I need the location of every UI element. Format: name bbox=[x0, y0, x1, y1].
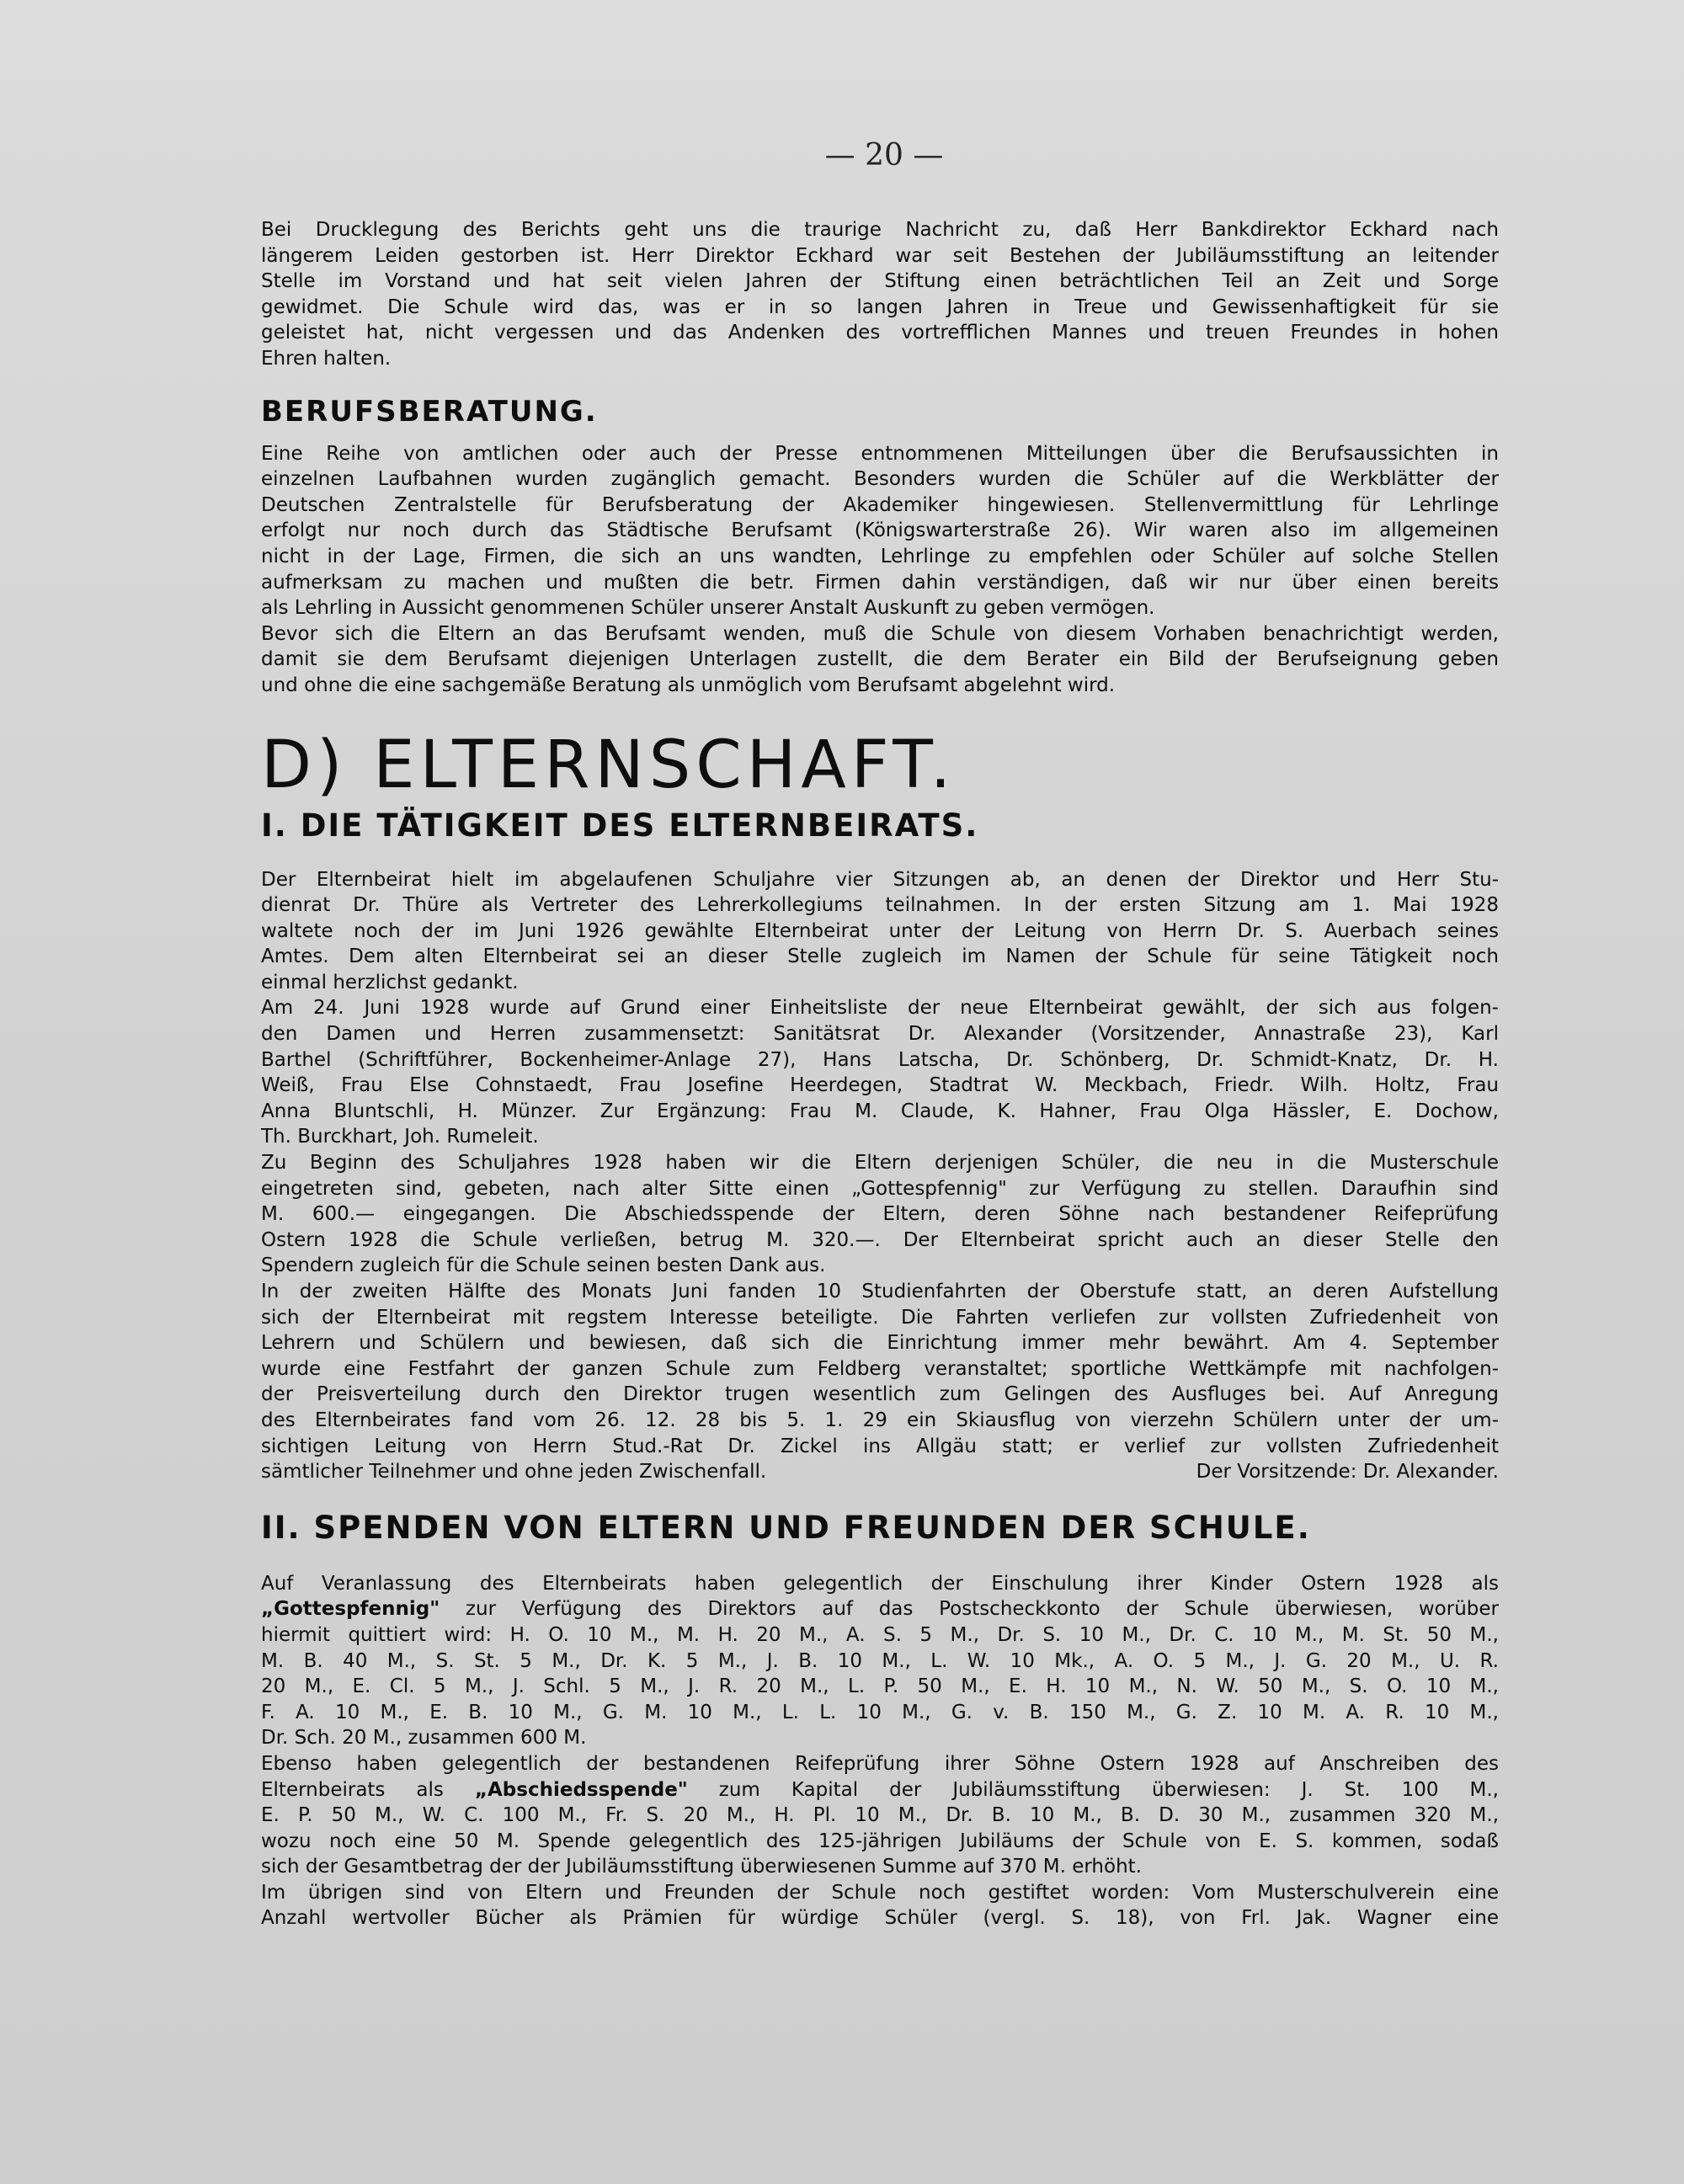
text-line: nicht in der Lage, Firmen, die sich an uns wandten, Lehrlinge zu empfehlen oder Schüler auf solche Stellen bbox=[261, 545, 1499, 567]
text-line: Der Elternbeirat hielt im abgelaufenen Schuljahre vier Sitzungen ab, an denen der Direktor und Herr Stu- bbox=[261, 868, 1499, 891]
text-line: damit sie dem Berufsamt diejenigen Unterlagen zustellt, die dem Berater ein Bild der Berufseignung geben bbox=[261, 648, 1499, 671]
text-line: Anna Bluntschli, H. Münzer. Zur Ergänzung: Frau M. Claude, K. Hahner, Frau Olga Hässler, E. Dochow, bbox=[261, 1100, 1499, 1122]
text-line: Weiß, Frau Else Cohnstaedt, Frau Josefine Heerdegen, Stadtrat W. Meckbach, Friedr. Wilh. Holtz, Frau bbox=[261, 1074, 1499, 1097]
page-content bbox=[261, 217, 1499, 1931]
elternbeirat-paragraph-4 bbox=[261, 1279, 1499, 1485]
text-line: und ohne die eine sachgemäße Beratung als unmöglich vom Berufsamt abgelehnt wird. bbox=[261, 674, 1116, 696]
elternbeirat-paragraph-2 bbox=[261, 995, 1499, 1150]
main-heading-elternschaft: D) ELTERNSCHAFT. bbox=[261, 727, 957, 803]
bold-term-abschiedsspende: „Abschiedsspende" bbox=[474, 1778, 688, 1801]
text-line: Ehren halten. bbox=[261, 347, 392, 370]
text-line: aufmerksam zu machen und mußten die betr. Firmen dahin verständigen, daß wir nur über einen bereits bbox=[261, 571, 1499, 594]
text-line: E. P. 50 M., W. C. 100 M., Fr. S. 20 M., H. Pl. 10 M., Dr. B. 10 M., B. D. 30 M., zusammen 320 M., bbox=[261, 1804, 1499, 1827]
text-line: der Preisverteilung durch den Direktor trugen wesentlich zum Gelingen des Ausfluges bei. Auf Anregung bbox=[261, 1383, 1499, 1406]
text-line: F. A. 10 M., E. B. 10 M., G. M. 10 M., L. L. 10 M., G. v. B. 150 M., G. Z. 10 M. A. R. 10 M., bbox=[261, 1701, 1499, 1723]
text-line: sich der Elternbeirat mit regstem Interesse beteiligte. Die Fahrten verliefen zur vollsten Zufriedenheit von bbox=[261, 1306, 1499, 1329]
text-line: Spendern zugleich für die Schule seinen besten Dank aus. bbox=[261, 1254, 826, 1277]
text-line: eingetreten sind, gebeten, nach alter Sitte einen „Gottespfennig" zur Verfügung zu stellen. Daraufhin sind bbox=[261, 1177, 1499, 1200]
text-line: M. B. 40 M., S. St. 5 M., Dr. K. 5 M., J. B. 10 M., L. W. 10 Mk., A. O. 5 M., J. G. 20 M., U. R. bbox=[261, 1649, 1499, 1672]
text-line: Im übrigen sind von Eltern und Freunden der Schule noch gestiftet worden: Vom Musterschulverein eine bbox=[261, 1881, 1499, 1904]
elternbeirat-paragraph-1 bbox=[261, 867, 1499, 996]
text-line: Bei Drucklegung des Berichts geht uns die traurige Nachricht zu, daß Herr Bankdirektor Eckhard nach bbox=[261, 219, 1499, 241]
text-line: Amtes. Dem alten Elternbeirat sei an dieser Stelle zugleich im Namen der Schule für seine Tätigkeit noch bbox=[261, 946, 1499, 968]
text-line: wozu noch eine 50 M. Spende gelegentlich des 125-jährigen Jubiläums der Schule von E. S. kommen, sodaß bbox=[261, 1830, 1499, 1852]
text-line: Ebenso haben gelegentlich der bestandenen Reifeprüfung ihrer Söhne Ostern 1928 auf Anschreiben des bbox=[261, 1752, 1499, 1775]
text-line: längerem Leiden gestorben ist. Herr Direktor Eckhard war seit Bestehen der Jubiläumsstiftung an leitender bbox=[261, 244, 1499, 267]
text-line: gewidmet. Die Schule wird das, was er in so langen Jahren in Treue und Gewissenhaftigkeit für sie bbox=[261, 296, 1499, 318]
text-line: Elternbeirats als „Abschiedsspende" zum Kapital der Jubiläumsstiftung überwiesen: J. St. 100 M., bbox=[261, 1778, 1499, 1801]
text-line: wurde eine Festfahrt der ganzen Schule zum Feldberg veranstaltet; sportliche Wettkämpfe mit nachfolgen- bbox=[261, 1357, 1499, 1380]
intro-paragraph bbox=[261, 217, 1499, 372]
text-line: hiermit quittiert wird: H. O. 10 M., M. H. 20 M., A. S. 5 M., Dr. S. 10 M., Dr. C. 10 M., M. St. 50 M., bbox=[261, 1623, 1499, 1646]
spenden-paragraph-3 bbox=[261, 1880, 1499, 1931]
text-line: geleistet hat, nicht vergessen und das Andenken des vortrefflichen Mannes und treuen Freundes in hohen bbox=[261, 322, 1499, 344]
text-line: M. 600.— eingegangen. Die Abschiedsspende der Eltern, deren Söhne nach bestandener Reifeprüfung bbox=[261, 1203, 1499, 1226]
text-line: Deutschen Zentralstelle für Berufsberatung der Akademiker hingewiesen. Stellenvermittlung für Lehrlinge bbox=[261, 493, 1499, 516]
text-line: einmal herzlichst gedankt. bbox=[261, 971, 519, 993]
text-line: Bevor sich die Eltern an das Berufsamt wenden, muß die Schule von diesem Vorhaben benachrichtigt werden, bbox=[261, 622, 1499, 645]
section-heading-spenden: II. SPENDEN VON ELTERN UND FREUNDEN DER SCHULE. bbox=[261, 1509, 1311, 1546]
text-line: sichtigen Leitung von Herrn Stud.-Rat Dr. Zickel ins Allgäu statt; er verlief zur vollsten Zufriedenheit bbox=[261, 1435, 1499, 1457]
text-line: sämtlicher Teilnehmer und ohne jeden Zwischenfall. bbox=[261, 1461, 767, 1484]
text-line: den Damen und Herren zusammensetzt: Sanitätsrat Dr. Alexander (Vorsitzender, Annastraße 23), Karl bbox=[261, 1023, 1499, 1046]
text-line: Ostern 1928 die Schule verließen, betrug M. 320.—. Der Elternbeirat spricht auch an dieser Stelle den bbox=[261, 1228, 1499, 1251]
text-line: Am 24. Juni 1928 wurde auf Grund einer Einheitsliste der neue Elternbeirat gewählt, der sich aus folgen- bbox=[261, 997, 1499, 1020]
text-line: Zu Beginn des Schuljahres 1928 haben wir die Eltern derjenigen Schüler, die neu in die Musterschule bbox=[261, 1152, 1499, 1175]
text-line: dienrat Dr. Thüre als Vertreter des Lehrerkollegiums teilnahmen. In der ersten Sitzung am 1. Mai 1928 bbox=[261, 894, 1499, 917]
berufsberatung-paragraph-2 bbox=[261, 621, 1499, 699]
berufsberatung-paragraph-1 bbox=[261, 441, 1499, 621]
text-line: waltete noch der im Juni 1926 gewählte Elternbeirat unter der Leitung von Herrn Dr. S. Auerbach seines bbox=[261, 919, 1499, 942]
signature: Der Vorsitzende: Dr. Alexander. bbox=[1196, 1461, 1499, 1484]
text-line: erfolgt nur noch durch das Städtische Berufsamt (Königswarterstraße 26). Wir waren also im allgemeinen bbox=[261, 519, 1499, 542]
text-line: Lehrern und Schülern und bewiesen, daß sich die Einrichtung immer mehr bewährt. Am 4. September bbox=[261, 1332, 1499, 1355]
text-line: Stelle im Vorstand und hat seit vielen Jahren der Stiftung einen beträchtlichen Teil an Zeit und Sorge bbox=[261, 270, 1499, 293]
text-line: sich der Gesamtbetrag der der Jubiläumsstiftung überwiesenen Summe auf 370 M. erhöht. bbox=[261, 1856, 1142, 1878]
text-line: des Elternbeirates fand vom 26. 12. 28 bis 5. 1. 29 ein Skiausflug von vierzehn Schülern unter der um- bbox=[261, 1409, 1499, 1431]
text-line: Eine Reihe von amtlichen oder auch der Presse entnommenen Mitteilungen über die Berufsaussichten in bbox=[261, 442, 1499, 465]
section-heading-berufsberatung: BERUFSBERATUNG. bbox=[261, 394, 598, 429]
spenden-paragraph-1 bbox=[261, 1571, 1499, 1751]
text-line: einzelnen Laufbahnen wurden zugänglich gemacht. Besonders wurden die Schüler auf die Werkblätter der bbox=[261, 468, 1499, 491]
text-line: 20 M., E. Cl. 5 M., J. Schl. 5 M., J. R. 20 M., L. P. 50 M., E. H. 10 M., N. W. 50 M., S. O. 10 M., bbox=[261, 1675, 1499, 1698]
text-line: Barthel (Schriftführer, Bockenheimer-Anlage 27), Hans Latscha, Dr. Schönberg, Dr. Schmidt-Knatz, Dr. H. bbox=[261, 1048, 1499, 1071]
text-line: als Lehrling in Aussicht genommenen Schüler unserer Anstalt Auskunft zu geben vermögen. bbox=[261, 597, 1155, 620]
closing-line bbox=[261, 1459, 1499, 1485]
text-line: „Gottespfennig" zur Verfügung des Direktors auf das Postscheckkonto der Schule überwiesen, worüber bbox=[261, 1598, 1499, 1621]
page-number: — 20 — bbox=[824, 138, 944, 173]
elternbeirat-paragraph-3 bbox=[261, 1150, 1499, 1279]
text-line: Anzahl wertvoller Bücher als Prämien für würdige Schüler (vergl. S. 18), von Frl. Jak. Wagner eine bbox=[261, 1907, 1499, 1930]
text-line: Dr. Sch. 20 M., zusammen 600 M. bbox=[261, 1727, 587, 1750]
text-line: Auf Veranlassung des Elternbeirats haben gelegentlich der Einschulung ihrer Kinder Ostern 1928 als bbox=[261, 1572, 1499, 1595]
text-line: Th. Burckhart, Joh. Rumeleit. bbox=[261, 1126, 539, 1148]
text-line: In der zweiten Hälfte des Monats Juni fanden 10 Studienfahrten der Oberstufe statt, an deren Aufstellung bbox=[261, 1281, 1499, 1302]
bold-term-gottespfennig: „Gottespfennig" bbox=[261, 1598, 440, 1621]
spenden-paragraph-2 bbox=[261, 1751, 1499, 1880]
section-heading-elternbeirat: I. DIE TÄTIGKEIT DES ELTERNBEIRATS. bbox=[261, 807, 979, 844]
